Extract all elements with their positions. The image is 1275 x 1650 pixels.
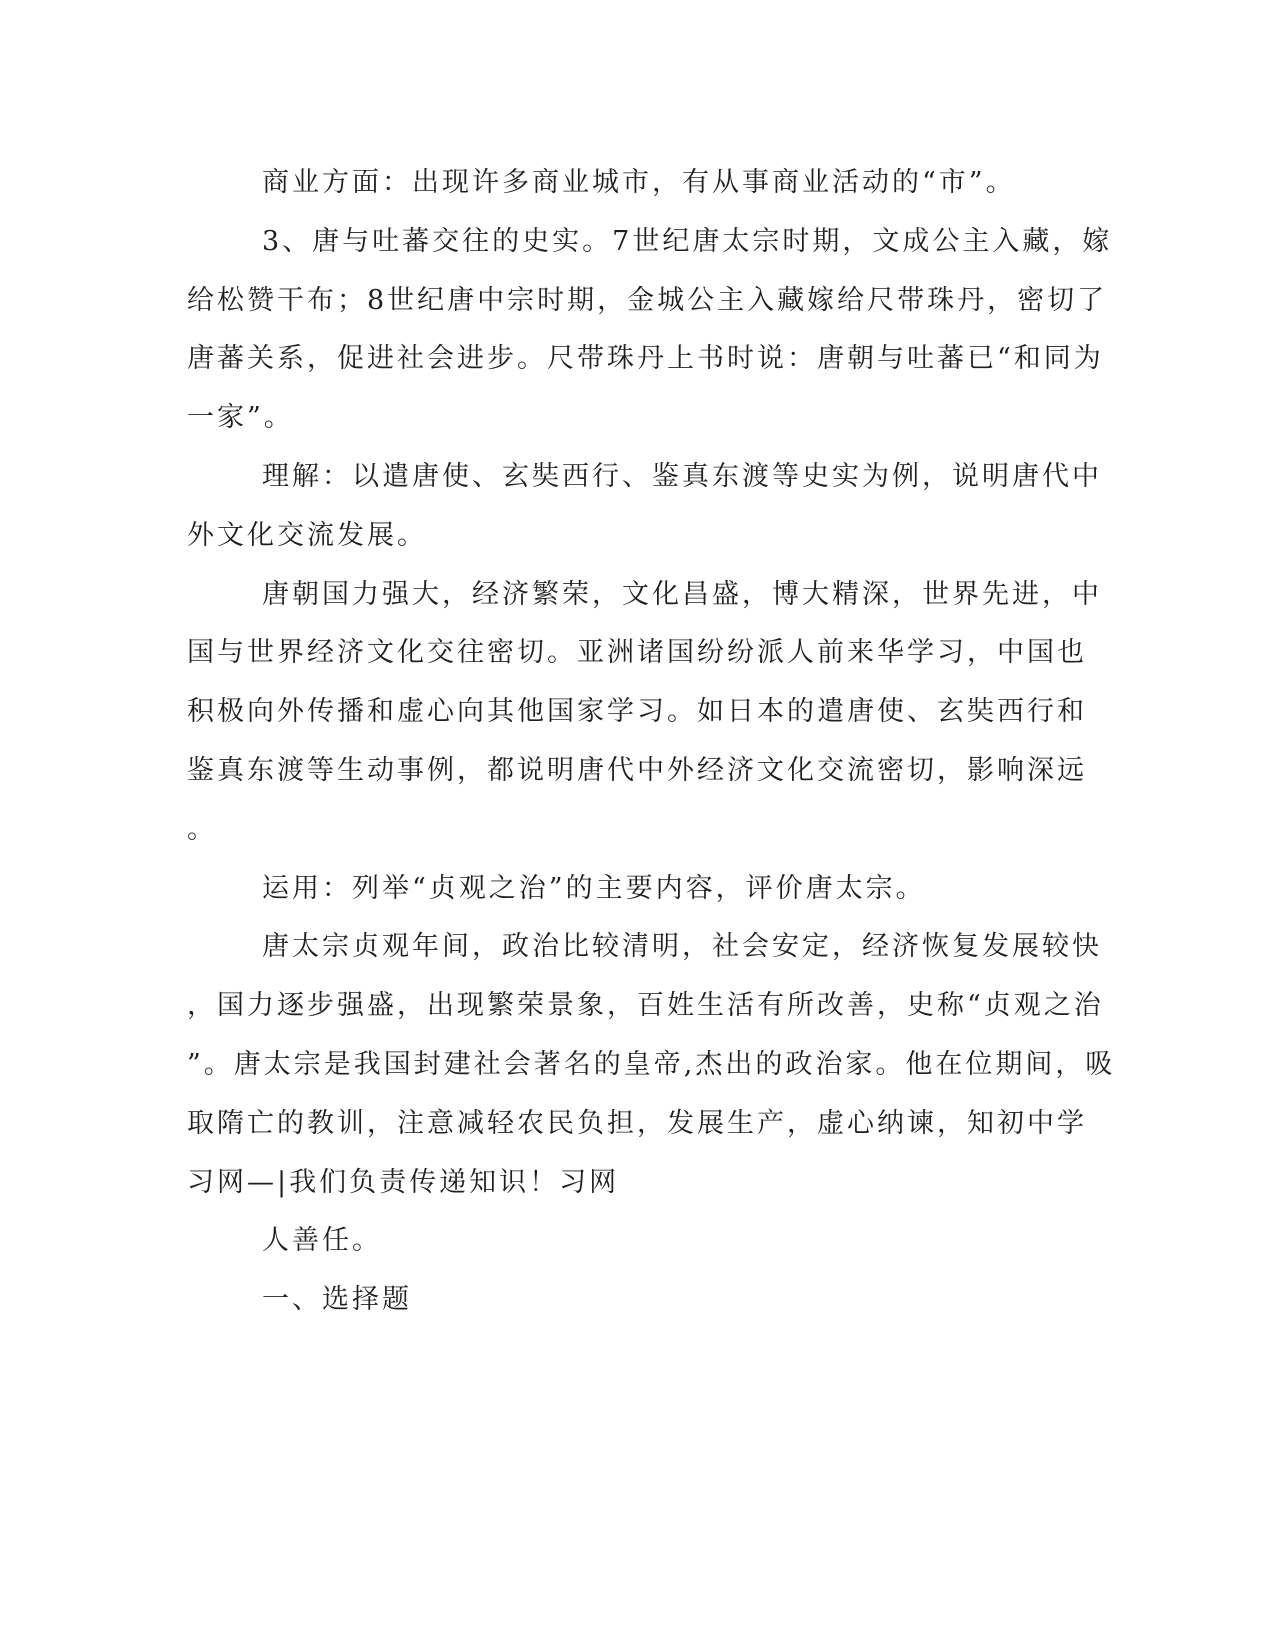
paragraph-zhenguan-line-2: ，国力逐步强盛，出现繁荣景象，百姓生活有所改善，史称“贞观之治: [187, 990, 1104, 1021]
paragraph-application: 运用：列举“贞观之治”的主要内容，评价唐太宗。: [262, 873, 926, 904]
section-heading-multiple-choice: 一、选择题: [262, 1284, 412, 1315]
paragraph-exchange-line-5: 。: [187, 814, 217, 845]
paragraph-zhenguan-line-1: 唐太宗贞观年间，政治比较清明，社会安定，经济恢复发展较快: [262, 931, 1102, 962]
paragraph-ending: 人善任。: [262, 1225, 382, 1256]
paragraph-zhenguan-line-4: 取隋亡的教训，注意减轻农民负担，发展生产，虚心纳谏，知初中学: [187, 1108, 1087, 1139]
paragraph-understanding-line-2: 外文化交流发展。: [187, 520, 427, 551]
paragraph-understanding-line-1: 理解：以遣唐使、玄奘西行、鉴真东渡等史实为例，说明唐代中: [262, 461, 1102, 492]
paragraph-exchange-line-2: 国与世界经济文化交往密切。亚洲诸国纷纷派人前来华学习，中国也: [187, 637, 1087, 668]
paragraph-tang-tubo-line-3: 唐蕃关系，促进社会进步。尺带珠丹上书时说：唐朝与吐蕃已“和同为: [187, 343, 1104, 374]
paragraph-exchange-line-4: 鉴真东渡等生动事例，都说明唐代中外经济文化交流密切，影响深远: [187, 755, 1087, 786]
paragraph-exchange-line-1: 唐朝国力强大，经济繁荣，文化昌盛，博大精深，世界先进，中: [262, 579, 1102, 610]
paragraph-exchange-line-3: 积极向外传播和虚心向其他国家学习。如日本的遣唐使、玄奘西行和: [187, 696, 1087, 727]
paragraph-tang-tubo-line-4: 一家”。: [187, 402, 294, 433]
paragraph-commerce: 商业方面：出现许多商业城市，有从事商业活动的“市”。: [262, 167, 1016, 198]
paragraph-tang-tubo-line-2: 给松赞干布；8世纪唐中宗时期，金城公主入藏嫁给尺带珠丹，密切了: [187, 285, 1108, 316]
paragraph-zhenguan-line-3: ”。唐太宗是我国封建社会著名的皇帝,杰出的政治家。他在位期间，吸: [187, 1049, 1116, 1080]
paragraph-tang-tubo-line-1: 3、唐与吐蕃交往的史实。7世纪唐太宗时期，文成公主入藏，嫁: [262, 226, 1113, 257]
watermark-text-line: 习网—|我们负责传递知识！习网: [187, 1167, 620, 1198]
